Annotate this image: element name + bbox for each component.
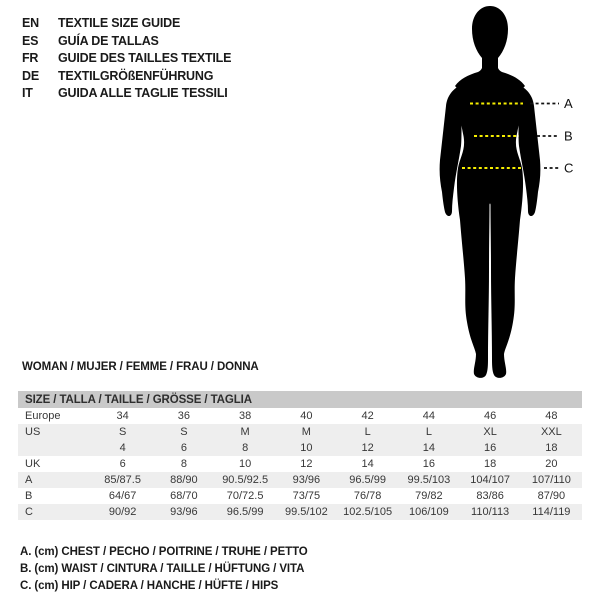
marker-label-b: B [564,128,573,144]
marker-label-a: A [564,96,573,111]
size-cell: 83/86 [476,490,504,502]
woman-silhouette [455,6,525,378]
row-chest-a [18,472,582,488]
size-cell: 12 [337,440,398,456]
size-cell: 96.5/99 [215,504,276,520]
language-row-fr [22,50,231,68]
size-cell: M [215,424,276,440]
table-header-row [18,391,582,408]
size-cell: 88/90 [153,472,214,488]
size-cell: 76/78 [353,490,382,502]
size-cell: 110/113 [460,504,521,520]
size-cell: 96.5/99 [337,472,398,488]
size-cell: 34 [116,410,129,422]
row-label: UK [25,458,41,470]
size-cell: 99.5/103 [398,472,459,488]
language-code: ES [22,33,39,48]
row-us-number [18,440,582,456]
legend-chest: A. (cm) CHEST / PECHO / POITRINE / TRUHE / PETTO [20,546,308,558]
row-label [18,440,92,456]
size-cell: 106/109 [398,504,459,520]
table-header-label: SIZE / TALLA / TAILLE / GRÖSSE / TAGLIA [18,391,582,408]
language-code: DE [22,68,39,83]
size-cell: 20 [545,458,558,470]
language-row-de [22,68,231,86]
size-cell: 68/70 [170,490,198,502]
measurement-legend [20,544,308,595]
row-uk [18,456,582,472]
size-cell: 12 [300,458,313,470]
size-cell: 6 [119,458,126,470]
row-label: C [18,504,92,520]
language-code: EN [22,16,39,30]
size-cell: 42 [361,410,374,422]
size-cell: 6 [153,440,214,456]
marker-label-c: C [564,160,574,176]
row-label: US [18,424,92,440]
size-cell: 10 [276,440,337,456]
size-cell: 44 [422,410,435,422]
size-cell: 90.5/92.5 [215,472,276,488]
size-cell: 90/92 [92,504,153,520]
language-list [22,15,231,103]
size-cell: 102.5/105 [337,504,398,520]
size-cell: 8 [180,458,187,470]
size-cell: 85/87.5 [92,472,153,488]
section-title: WOMAN / MUJER / FEMME / FRAU / DONNA [22,361,259,373]
size-cell: 93/96 [153,504,214,520]
legend-waist: B. (cm) WAIST / CINTURA / TAILLE / HÜFTUNG / VITA [20,563,305,575]
size-cell: 99.5/102 [276,504,337,520]
size-cell: 46 [484,410,497,422]
language-label: GUÍA DE TALLAS [58,33,159,48]
row-waist-b [18,488,582,504]
legend-hip: C. (cm) HIP / CADERA / HANCHE / HÜFTE / HIPS [20,580,279,592]
size-cell: 8 [215,440,276,456]
language-code: IT [22,86,33,101]
row-label: Europe [25,410,61,422]
size-cell: 114/119 [521,504,582,520]
language-code: FR [22,51,39,66]
size-cell: 48 [545,410,558,422]
size-cell: 18 [484,458,497,470]
language-row-es [22,33,231,51]
language-row-en [22,15,231,33]
language-label: TEXTILE SIZE GUIDE [58,16,181,30]
row-hip-c [18,504,582,520]
size-cell: S [92,424,153,440]
size-cell: 93/96 [276,472,337,488]
size-cell: 73/75 [292,490,321,502]
size-cell: 70/72.5 [226,490,264,502]
size-cell: S [153,424,214,440]
size-cell: 10 [239,458,252,470]
size-cell: 36 [177,410,190,422]
size-cell: 16 [422,458,435,470]
size-table [18,391,582,520]
size-cell: 64/67 [108,490,137,502]
size-cell: M [276,424,337,440]
size-cell: XL [460,424,521,440]
row-label: B [25,490,33,502]
size-cell: XXL [521,424,582,440]
body-measurement-figure [420,0,600,390]
row-us-letter [18,424,582,440]
language-label: GUIDA ALLE TAGLIE TESSILI [58,86,228,101]
size-cell: 16 [460,440,521,456]
size-cell: 4 [92,440,153,456]
size-cell: 107/110 [521,472,582,488]
size-cell: 14 [361,458,374,470]
row-label: A [18,472,92,488]
size-cell: 104/107 [460,472,521,488]
size-cell: 38 [239,410,252,422]
size-cell: L [337,424,398,440]
size-cell: 79/82 [415,490,443,502]
row-europe [18,408,582,424]
size-cell: L [398,424,459,440]
language-row-it [22,85,231,103]
size-cell: 87/90 [537,490,566,502]
language-label: TEXTILGRÖßENFÜHRUNG [58,68,214,83]
size-cell: 40 [300,410,313,422]
language-label: GUIDE DES TAILLES TEXTILE [58,51,232,66]
size-cell: 18 [521,440,582,456]
size-cell: 14 [398,440,459,456]
